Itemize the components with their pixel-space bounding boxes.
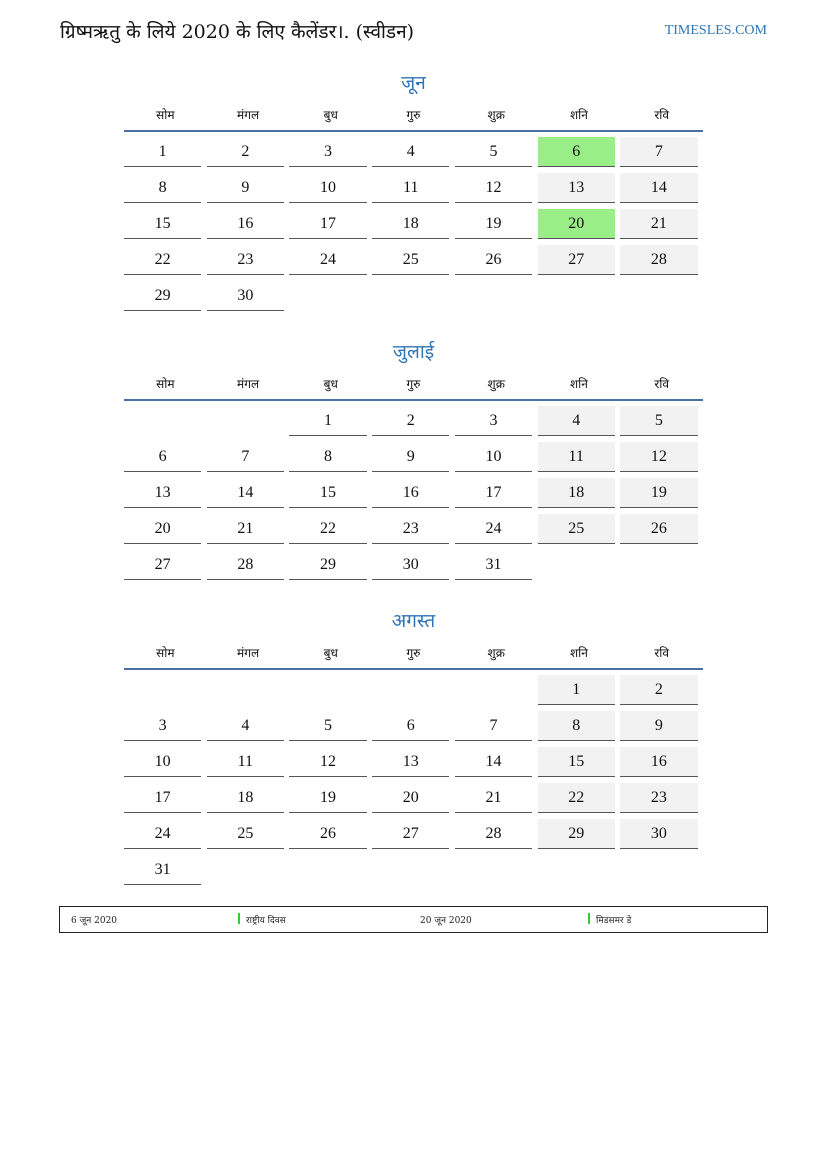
month-title: अगस्त [391, 610, 436, 632]
day-cell: 5 [620, 406, 697, 436]
day-cell: 17 [124, 783, 201, 813]
month-block [124, 337, 703, 586]
empty-day-cell [207, 406, 284, 436]
day-cell: 16 [207, 209, 284, 239]
week-row [124, 245, 703, 281]
day-cell: 18 [538, 478, 615, 508]
day-cell: 21 [207, 514, 284, 544]
week-row [124, 406, 703, 442]
weekday-header [124, 98, 703, 130]
empty-day-cell [289, 855, 366, 885]
day-cell: 14 [620, 173, 697, 203]
empty-day-cell [538, 281, 615, 311]
weekday-label: शनि [569, 107, 588, 122]
day-cell: 18 [207, 783, 284, 813]
day-cell: 22 [124, 245, 201, 275]
day-cell: 13 [538, 173, 615, 203]
empty-day-cell [289, 675, 366, 705]
empty-day-cell [372, 855, 449, 885]
day-cell: 2 [620, 675, 697, 705]
weekday-label: मंगल [237, 645, 260, 660]
day-cell: 16 [372, 478, 449, 508]
day-cell: 30 [372, 550, 449, 580]
weekday-label: शुक्र [487, 645, 505, 660]
month-title: जून [401, 72, 426, 94]
day-cell: 26 [620, 514, 697, 544]
day-cell: 22 [538, 783, 615, 813]
day-cell: 6 [372, 711, 449, 741]
weekday-label: गुरु [406, 376, 421, 391]
week-row [124, 550, 703, 586]
empty-day-cell [538, 855, 615, 885]
weekday-label: सोम [156, 376, 175, 391]
day-cell: 7 [207, 442, 284, 472]
day-cell: 26 [455, 245, 532, 275]
day-cell: 22 [289, 514, 366, 544]
day-cell: 20 [372, 783, 449, 813]
day-cell: 27 [538, 245, 615, 275]
day-cell: 31 [124, 855, 201, 885]
week-row [124, 855, 703, 891]
day-cell: 7 [620, 137, 697, 167]
week-row [124, 747, 703, 783]
day-cell: 8 [538, 711, 615, 741]
day-cell: 25 [538, 514, 615, 544]
day-cell: 3 [124, 711, 201, 741]
page-title: ग्रिष्मऋतु के लिये 2020 के लिए कैलेंडर।. (स्वीडन) [60, 21, 415, 43]
day-cell: 18 [372, 209, 449, 239]
weekday-label: सोम [156, 107, 175, 122]
empty-day-cell [207, 855, 284, 885]
day-cell: 28 [620, 245, 697, 275]
day-cell: 3 [455, 406, 532, 436]
day-cell: 16 [620, 747, 697, 777]
day-cell: 11 [538, 442, 615, 472]
weekday-label: बुध [323, 645, 338, 660]
day-cell: 23 [620, 783, 697, 813]
empty-day-cell [455, 855, 532, 885]
empty-day-cell [207, 675, 284, 705]
weekday-label: शुक्र [487, 107, 505, 122]
month-block [124, 606, 703, 891]
weekday-label: गुरु [406, 107, 421, 122]
day-cell: 14 [455, 747, 532, 777]
empty-day-cell [620, 855, 697, 885]
day-cell: 4 [372, 137, 449, 167]
day-cell: 9 [620, 711, 697, 741]
day-cell: 23 [372, 514, 449, 544]
day-cell: 2 [207, 137, 284, 167]
day-cell: 25 [207, 819, 284, 849]
empty-day-cell [124, 675, 201, 705]
day-cell: 12 [289, 747, 366, 777]
day-cell: 6 [124, 442, 201, 472]
empty-day-cell [372, 675, 449, 705]
empty-day-cell [455, 675, 532, 705]
weekday-label: शुक्र [487, 376, 505, 391]
day-cell: 3 [289, 137, 366, 167]
legend-marker [238, 913, 240, 924]
day-cell: 29 [538, 819, 615, 849]
month-block [124, 68, 703, 317]
site-link[interactable]: TIMESLES.COM [664, 23, 767, 38]
day-cell: 12 [455, 173, 532, 203]
day-cell: 30 [207, 281, 284, 311]
week-row [124, 819, 703, 855]
day-cell: 29 [124, 281, 201, 311]
day-cell: 17 [289, 209, 366, 239]
day-cell: 15 [124, 209, 201, 239]
holiday-legend [59, 906, 768, 933]
week-row [124, 711, 703, 747]
weekday-label: मंगल [237, 107, 260, 122]
day-cell: 19 [455, 209, 532, 239]
day-cell: 24 [289, 245, 366, 275]
legend-holiday-name: मिडसमर डे [596, 916, 632, 926]
day-cell: 14 [207, 478, 284, 508]
day-cell: 13 [124, 478, 201, 508]
day-cell: 13 [372, 747, 449, 777]
day-cell: 19 [620, 478, 697, 508]
day-cell: 4 [538, 406, 615, 436]
day-cell: 9 [207, 173, 284, 203]
day-cell: 24 [455, 514, 532, 544]
week-row [124, 783, 703, 819]
weekday-label: शनि [569, 376, 588, 391]
empty-day-cell [620, 281, 697, 311]
day-cell: 28 [455, 819, 532, 849]
day-cell: 17 [455, 478, 532, 508]
weekday-label: गुरु [406, 645, 421, 660]
weekday-label: रवि [654, 376, 670, 391]
day-cell: 1 [124, 137, 201, 167]
week-row [124, 675, 703, 711]
day-cell: 6 [538, 137, 615, 167]
day-cell: 26 [289, 819, 366, 849]
empty-day-cell [372, 281, 449, 311]
day-cell: 25 [372, 245, 449, 275]
day-cell: 10 [455, 442, 532, 472]
day-cell: 21 [620, 209, 697, 239]
header-rule [124, 130, 703, 132]
day-cell: 31 [455, 550, 532, 580]
day-cell: 5 [455, 137, 532, 167]
day-cell: 23 [207, 245, 284, 275]
week-row [124, 478, 703, 514]
week-row [124, 173, 703, 209]
weekday-header [124, 367, 703, 399]
day-cell: 12 [620, 442, 697, 472]
day-cell: 21 [455, 783, 532, 813]
day-cell: 5 [289, 711, 366, 741]
day-cell: 20 [124, 514, 201, 544]
weekday-label: बुध [323, 107, 338, 122]
legend-date: 20 जून 2020 [420, 916, 472, 926]
day-cell: 11 [207, 747, 284, 777]
legend-date: 6 जून 2020 [71, 916, 118, 926]
day-cell: 1 [289, 406, 366, 436]
empty-day-cell [289, 281, 366, 311]
legend-marker [588, 913, 590, 924]
month-title: जुलाई [392, 341, 435, 363]
header-rule [124, 399, 703, 401]
day-cell: 30 [620, 819, 697, 849]
day-cell: 10 [124, 747, 201, 777]
day-cell: 1 [538, 675, 615, 705]
day-cell: 19 [289, 783, 366, 813]
day-cell: 7 [455, 711, 532, 741]
day-cell: 15 [289, 478, 366, 508]
empty-day-cell [620, 550, 697, 580]
week-row [124, 209, 703, 245]
day-cell: 2 [372, 406, 449, 436]
weekday-header [124, 636, 703, 668]
day-cell: 29 [289, 550, 366, 580]
day-cell: 27 [372, 819, 449, 849]
weekday-label: मंगल [237, 376, 260, 391]
header-rule [124, 668, 703, 670]
day-cell: 27 [124, 550, 201, 580]
weekday-label: रवि [654, 645, 670, 660]
day-cell: 8 [289, 442, 366, 472]
week-row [124, 137, 703, 173]
day-cell: 15 [538, 747, 615, 777]
empty-day-cell [538, 550, 615, 580]
weekday-label: बुध [323, 376, 338, 391]
day-cell: 10 [289, 173, 366, 203]
day-cell: 8 [124, 173, 201, 203]
day-cell: 4 [207, 711, 284, 741]
day-cell: 24 [124, 819, 201, 849]
day-cell: 11 [372, 173, 449, 203]
week-row [124, 514, 703, 550]
week-row [124, 442, 703, 478]
empty-day-cell [455, 281, 532, 311]
day-cell: 20 [538, 209, 615, 239]
weekday-label: रवि [654, 107, 670, 122]
day-cell: 28 [207, 550, 284, 580]
empty-day-cell [124, 406, 201, 436]
legend-holiday-name: राष्ट्रीय दिवस [246, 916, 286, 926]
week-row [124, 281, 703, 317]
weekday-label: शनि [569, 645, 588, 660]
weekday-label: सोम [156, 645, 175, 660]
day-cell: 9 [372, 442, 449, 472]
